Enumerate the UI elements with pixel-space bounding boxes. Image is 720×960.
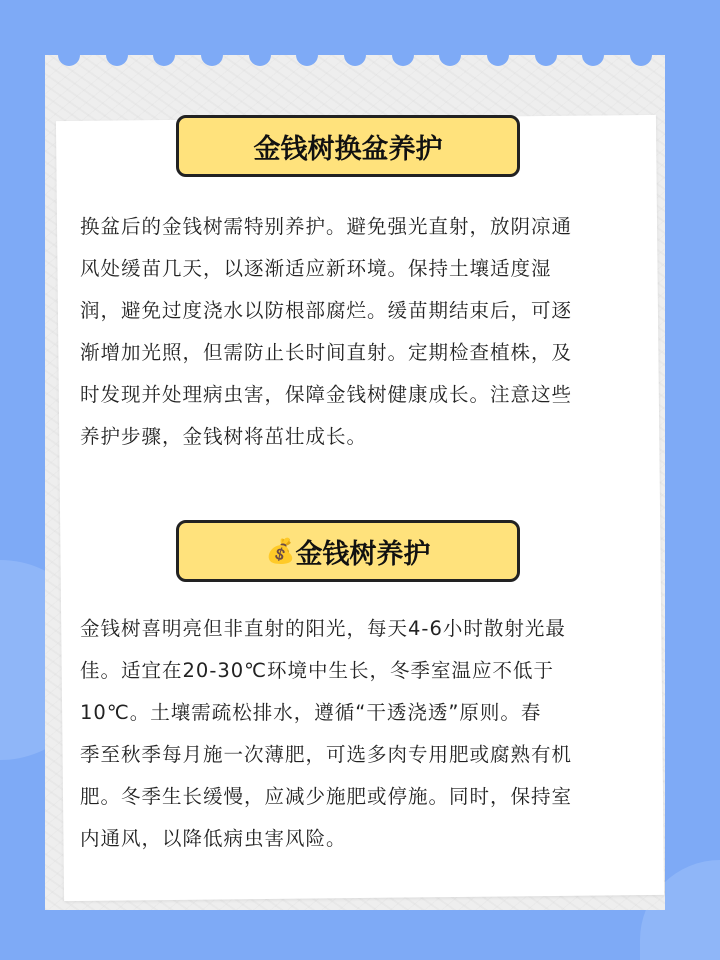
- hole: [249, 44, 271, 66]
- section2-title-text: 金钱树养护: [295, 538, 431, 570]
- text-line: 时发现并处理病虫害，保障金钱树健康成长。注意这些: [80, 383, 573, 406]
- section1-title: [176, 115, 520, 177]
- section1-title-text: 金钱树换盆养护: [253, 133, 443, 165]
- hole: [487, 44, 509, 66]
- hole: [630, 44, 652, 66]
- text-line: 风处缓苗几天，以逐渐适应新环境。保持土壤适度湿: [80, 257, 552, 280]
- hole: [58, 44, 80, 66]
- section2-body: [80, 608, 660, 860]
- text-line: 内通风，以降低病虫害风险。: [80, 827, 347, 850]
- text-line: 金钱树喜明亮但非直射的阳光，每天4-6小时散射光最: [80, 617, 566, 640]
- hole: [344, 44, 366, 66]
- text-line: 10℃。土壤需疏松排水，遵循“干透浇透”原则。春: [80, 701, 542, 724]
- text-line: 佳。适宜在20-30℃环境中生长，冬季室温应不低于: [80, 659, 555, 682]
- binder-holes: [45, 44, 665, 68]
- text-line: 换盆后的金钱树需特别养护。避免强光直射，放阴凉通: [80, 215, 573, 238]
- hole: [296, 44, 318, 66]
- hole: [201, 44, 223, 66]
- hole: [153, 44, 175, 66]
- text-line: 养护步骤，金钱树将茁壮成长。: [80, 425, 368, 448]
- hole: [392, 44, 414, 66]
- text-line: 季至秋季每月施一次薄肥，可选多肉专用肥或腐熟有机: [80, 743, 573, 766]
- section1-body: [80, 206, 660, 458]
- hole: [535, 44, 557, 66]
- section2-title: [176, 520, 520, 582]
- text-line: 肥。冬季生长缓慢，应减少施肥或停施。同时，保持室: [80, 785, 573, 808]
- text-line: 润，避免过度浇水以防根部腐烂。缓苗期结束后，可逐: [80, 299, 573, 322]
- hole: [582, 44, 604, 66]
- hole: [439, 44, 461, 66]
- text-line: 渐增加光照，但需防止长时间直射。定期检查植株，及: [80, 341, 573, 364]
- hole: [106, 44, 128, 66]
- money-bag-icon: 💰: [265, 537, 296, 565]
